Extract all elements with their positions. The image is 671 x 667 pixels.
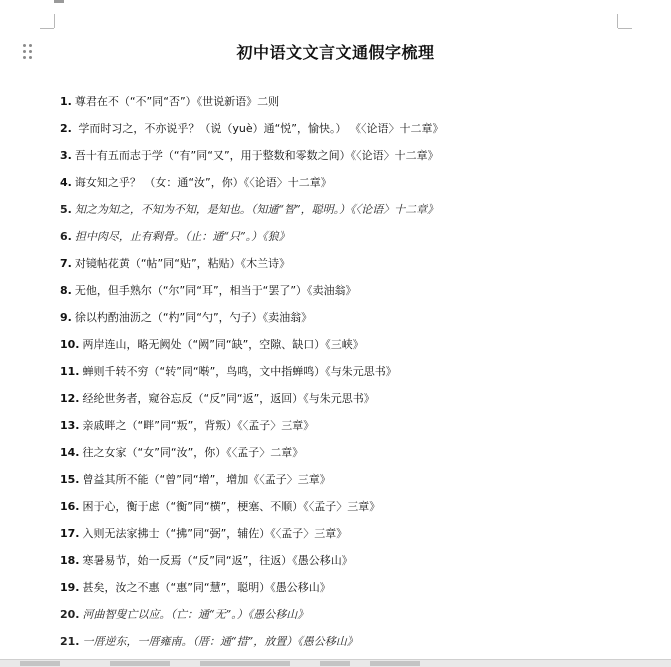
list-item[interactable]: 9. 徐以杓酌油沥之（“杓”同“勺”，勺子）《卖油翁》: [60, 311, 313, 324]
status-bar-segment: [20, 661, 60, 666]
document-title: 初中语文文言文通假字梳理: [236, 43, 435, 62]
list-item[interactable]: 14. 往之女家（“女”同“汝”，你）《〈孟子〉二章》: [60, 446, 304, 459]
list-item[interactable]: 15. 曾益其所不能（“曾”同“增”，增加《〈孟子〉三章》: [60, 473, 331, 486]
list-item[interactable]: 20. 河曲智叟亡以应。（亡：通“无”。）《愚公移山》: [60, 608, 309, 621]
list-item[interactable]: 5. 知之为知之，不知为不知，是知也。（知通“智”，聪明。）《〈论语〉十二章》: [60, 203, 439, 216]
list-item[interactable]: 21. 一厝逆东，一厝雍南。（厝：通“措”，放置）《愚公移山》: [60, 635, 358, 648]
list-item[interactable]: 8. 无他，但手熟尔（“尔”同“耳”，相当于“罢了”）《卖油翁》: [60, 284, 357, 297]
document-body: [60, 92, 660, 659]
list-item[interactable]: 1. 尊君在不（“不”同“否”）《世说新语》二则: [60, 95, 280, 108]
status-bar-segment: [110, 661, 170, 666]
crop-mark-top-left-horizontal: [40, 28, 54, 29]
list-item[interactable]: 11. 蝉则千转不穷（“转”同“啭”，鸟鸣，文中指蝉鸣）《与朱元思书》: [60, 365, 397, 378]
list-item[interactable]: 10. 两岸连山，略无阙处（“阙”同“缺”，空隙、缺口）《三峡》: [60, 338, 364, 351]
list-item[interactable]: 4. 诲女知之乎？ （女：通“汝”，你）《〈论语〉十二章》: [60, 176, 332, 189]
status-bar-segment: [320, 661, 350, 666]
list-item[interactable]: 18. 寒暑易节，始一反焉（“反”同“返”，往返）《愚公移山》: [60, 554, 353, 567]
list-item[interactable]: 17. 入则无法家拂士（“拂”同“弼”，辅佐）《〈孟子〉三章》: [60, 527, 348, 540]
list-item[interactable]: 7. 对镜帖花黄（“帖”同“贴”，粘贴）《木兰诗》: [60, 257, 291, 270]
page-top-marker: [54, 0, 64, 3]
list-item[interactable]: 19. 甚矣，汝之不惠（“惠”同“慧”，聪明）《愚公移山》: [60, 581, 331, 594]
list-item[interactable]: 2. 学而时习之，不亦说乎？（说（yuè）通“悦”，愉快。） 《〈论语〉十二章》: [60, 122, 444, 135]
list-item[interactable]: 12. 经纶世务者，窥谷忘反（“反”同“返”，返回）《与朱元思书》: [60, 392, 375, 405]
crop-mark-top-right-vertical: [617, 14, 618, 28]
crop-mark-top-right-horizontal: [618, 28, 632, 29]
list-item[interactable]: 3. 吾十有五而志于学（“有”同“又”，用于整数和零数之间）《〈论语〉十二章》: [60, 149, 439, 162]
list-item[interactable]: 16. 困于心，衡于虑（“衡”同“横”，梗塞、不顺）《〈孟子〉三章》: [60, 500, 381, 513]
status-bar-segment: [370, 661, 420, 666]
status-bar-segment: [200, 661, 290, 666]
crop-mark-top-left-vertical: [54, 14, 55, 28]
list-item[interactable]: 13. 亲戚畔之（“畔”同“叛”，背叛）《〈孟子〉三章》: [60, 419, 315, 432]
list-item[interactable]: 6. 担中肉尽，止有剩骨。（止：通“只”。）《狼》: [60, 230, 290, 243]
